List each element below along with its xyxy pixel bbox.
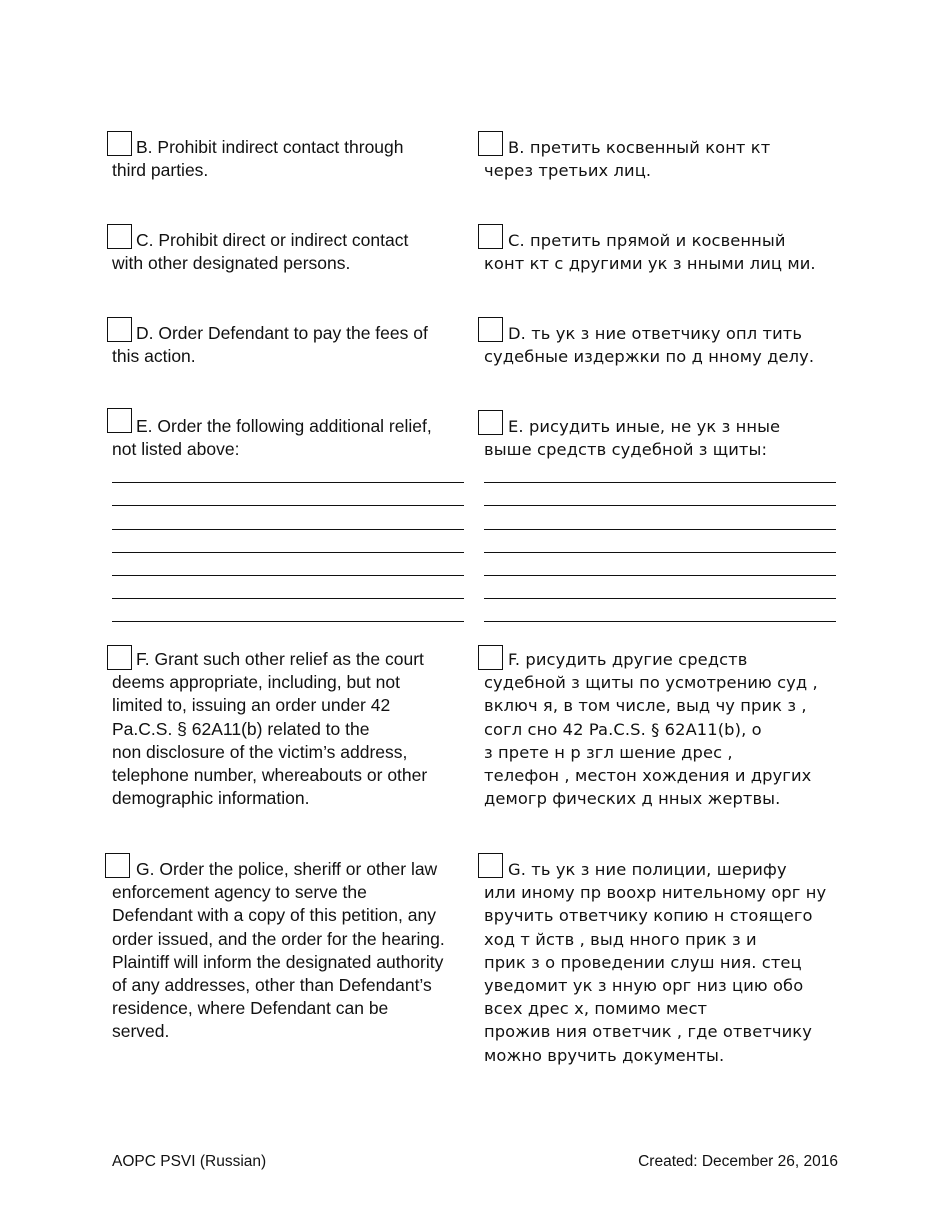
item-g-ru-line-6: уведомит ук з нную орг низ цию обо [484, 976, 804, 996]
item-c-en [112, 229, 470, 275]
blank-line[interactable] [484, 576, 836, 599]
item-f-en-line-4: Pa.C.S. § 62A11(b) related to the [112, 718, 370, 739]
item-f-ru-line-3: включ я, в том числе, выд чу прик з , [484, 696, 807, 716]
item-f-en [112, 648, 470, 810]
item-g-en-line-8: served. [112, 1021, 170, 1042]
item-g-ru-line-5: прик з о проведении слуш ния. стец [484, 952, 802, 972]
blank-line[interactable] [112, 460, 464, 483]
item-g-en-line-1: G. Order the police, sheriff or other law [136, 859, 438, 879]
item-g-en [112, 858, 470, 1044]
item-g-ru-line-7: всех дрес х, помимо мест [484, 999, 708, 1019]
item-c-ru-line-2: конт кт с другими ук з нными лиц ми. [484, 254, 816, 274]
item-f-ru-line-1: F. рисудить другие средств [508, 650, 748, 669]
item-d-en [112, 322, 470, 368]
blank-line[interactable] [484, 460, 836, 483]
blank-line[interactable] [112, 483, 464, 506]
additional-relief-lines-ru[interactable] [484, 460, 836, 622]
blank-line[interactable] [112, 506, 464, 529]
item-d-en-line-2: this action. [112, 346, 196, 367]
blank-line[interactable] [112, 599, 464, 622]
item-d-ru [484, 322, 844, 368]
item-c-ru-line-1: C. претить прямой и косвенный [508, 231, 786, 250]
blank-line[interactable] [484, 483, 836, 506]
blank-line[interactable] [112, 576, 464, 599]
item-f-ru-line-6: телефон , местон хождения и других [484, 766, 812, 786]
item-g-en-line-3: Defendant with a copy of this petition, any [112, 905, 436, 926]
item-g-ru-line-8: прожив ния ответчик , где ответчику [484, 1022, 812, 1042]
item-b-en-line-1: B. Prohibit indirect contact through [136, 137, 404, 157]
item-c-en-line-2: with other designated persons. [112, 253, 351, 274]
item-g-ru [484, 858, 844, 1067]
item-f-en-line-7: demographic information. [112, 788, 310, 809]
item-b-ru-line-2: через третьих лиц. [484, 161, 652, 181]
item-g-ru-line-3: вручить ответчику копию н стоящего [484, 906, 813, 926]
item-g-ru-line-2: или иному пр воохр нительному орг ну [484, 883, 827, 903]
item-d-ru-line-1: D. ть ук з ние ответчику опл тить [508, 324, 803, 343]
item-g-ru-line-9: можно вручить документы. [484, 1045, 725, 1065]
item-e-ru-line-2: выше средств судебной з щиты: [484, 440, 768, 460]
item-g-en-line-6: of any addresses, other than Defendant’s [112, 975, 432, 996]
blank-line[interactable] [112, 553, 464, 576]
item-b-en [112, 136, 470, 182]
footer-created-date: Created: December 26, 2016 [638, 1153, 838, 1170]
item-g-ru-line-1: G. ть ук з ние полиции, шерифу [508, 860, 787, 879]
blank-line[interactable] [484, 553, 836, 576]
blank-line[interactable] [484, 506, 836, 529]
item-e-ru-line-1: E. рисудить иные, не ук з нные [508, 417, 781, 436]
additional-relief-lines-en[interactable] [112, 460, 464, 622]
item-f-ru-line-2: судебной з щиты по усмотрению суд , [484, 673, 818, 693]
item-d-en-line-1: D. Order Defendant to pay the fees of [136, 323, 428, 343]
item-g-en-line-4: order issued, and the order for the hearing. [112, 928, 445, 949]
item-f-ru-line-7: демогр фических д нных жертвы. [484, 789, 781, 809]
item-f-ru [484, 648, 844, 810]
item-f-ru-line-5: з прете н р згл шение дрес , [484, 742, 733, 762]
item-f-en-line-5: non disclosure of the victim’s address, [112, 741, 408, 762]
footer-form-id: AOPC PSVI (Russian) [112, 1153, 267, 1170]
blank-line[interactable] [484, 530, 836, 553]
item-e-en-line-1: E. Order the following additional relief, [136, 416, 432, 436]
item-g-en-line-5: Plaintiff will inform the designated authority [112, 951, 444, 972]
item-g-ru-line-4: ход т йств , выд нного прик з и [484, 929, 757, 949]
item-b-ru-line-1: B. претить косвенный конт кт [508, 138, 771, 157]
item-c-en-line-1: C. Prohibit direct or indirect contact [136, 230, 409, 250]
item-e-en-line-2: not listed above: [112, 439, 240, 460]
item-f-ru-line-4: согл сно 42 Pa.C.S. § 62A11(b), о [484, 719, 762, 739]
item-f-en-line-1: F. Grant such other relief as the court [136, 649, 424, 669]
item-g-en-line-2: enforcement agency to serve the [112, 882, 367, 903]
item-d-ru-line-2: судебные издержки по д нному делу. [484, 347, 815, 367]
item-f-en-line-2: deems appropriate, including, but not [112, 672, 400, 693]
item-f-en-line-3: limited to, issuing an order under 42 [112, 695, 391, 716]
item-f-en-line-6: telephone number, whereabouts or other [112, 765, 428, 786]
item-e-en [112, 415, 470, 461]
item-b-en-line-2: third parties. [112, 160, 209, 181]
blank-line[interactable] [484, 599, 836, 622]
item-e-ru [484, 415, 844, 461]
blank-line[interactable] [112, 530, 464, 553]
item-c-ru [484, 229, 844, 275]
item-g-en-line-7: residence, where Defendant can be [112, 998, 389, 1019]
item-b-ru [484, 136, 844, 182]
